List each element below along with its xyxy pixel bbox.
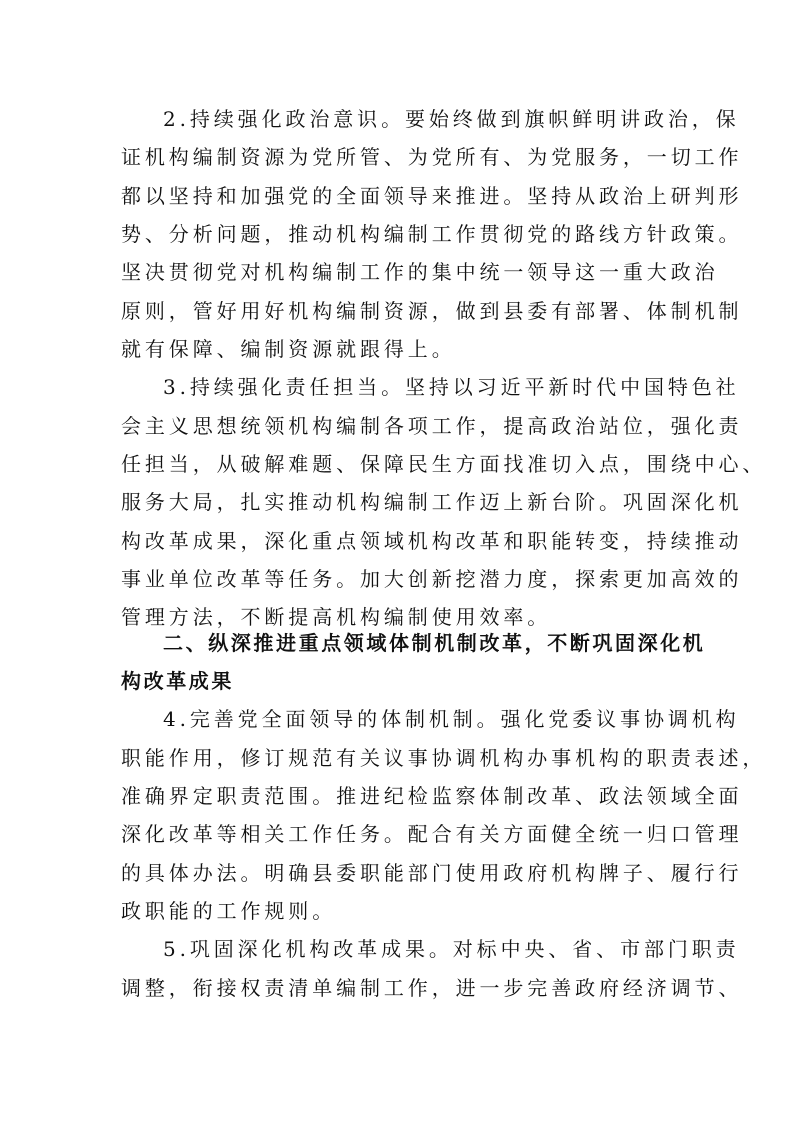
paragraph-line: 证机构编制资源为党所管、为党所有、为党服务，一切工作 (121, 145, 743, 169)
paragraph-line: 的具体办法。明确县委职能部门使用政府机构牌子、履行行 (121, 861, 743, 885)
paragraph-line: 职能作用，修订规范有关议事协调机构办事机构的职责表述， (121, 746, 767, 770)
paragraph-line: 任担当，从破解难题、保障民生方面找准切入点，围绕中心、 (121, 452, 767, 476)
paragraph-line: 事业单位改革等任务。加大创新挖潜力度，探索更加高效的 (121, 567, 743, 591)
heading-line: 构改革成果 (121, 669, 234, 693)
paragraph-line: 就有保障、编制资源就跟得上。 (121, 337, 456, 361)
paragraph-line: 4.完善党全面领导的体制机制。强化党委议事协调机构 (163, 707, 740, 731)
heading-line: 二、纵深推进重点领域体制机制改革，不断巩固深化机 (163, 631, 706, 655)
paragraph-line: 服务大局，扎实推动机构编制工作迈上新台阶。巩固深化机 (121, 490, 743, 514)
paragraph-line: 3.持续强化责任担当。坚持以习近平新时代中国特色社 (163, 375, 740, 399)
paragraph-line: 都以坚持和加强党的全面领导来推进。坚持从政治上研判形 (121, 184, 743, 208)
paragraph-line: 调整，衔接权责清单编制工作，进一步完善政府经济调节、 (121, 976, 743, 1000)
paragraph-line: 2.持续强化政治意识。要始终做到旗帜鲜明讲政治，保 (163, 107, 740, 131)
paragraph-line: 5.巩固深化机构改革成果。对标中央、省、市部门职责 (163, 937, 740, 961)
paragraph-line: 政职能的工作规则。 (121, 899, 337, 923)
paragraph-line: 势、分析问题，推动机构编制工作贯彻党的路线方针政策。 (121, 222, 743, 246)
paragraph-line: 准确界定职责范围。推进纪检监察体制改革、政法领域全面 (121, 784, 743, 808)
paragraph-line: 坚决贯彻党对机构编制工作的集中统一领导这一重大政治 (121, 260, 719, 284)
paragraph-line: 会主义思想统领机构编制各项工作，提高政治站位，强化责 (121, 414, 743, 438)
paragraph-line: 管理方法，不断提高机构编制使用效率。 (121, 605, 552, 629)
paragraph-line: 构改革成果，深化重点领域机构改革和职能转变，持续推动 (121, 529, 743, 553)
paragraph-line: 原则，管好用好机构编制资源，做到县委有部署、体制机制 (121, 299, 743, 323)
paragraph-line: 深化改革等相关工作任务。配合有关方面健全统一归口管理 (121, 822, 743, 846)
